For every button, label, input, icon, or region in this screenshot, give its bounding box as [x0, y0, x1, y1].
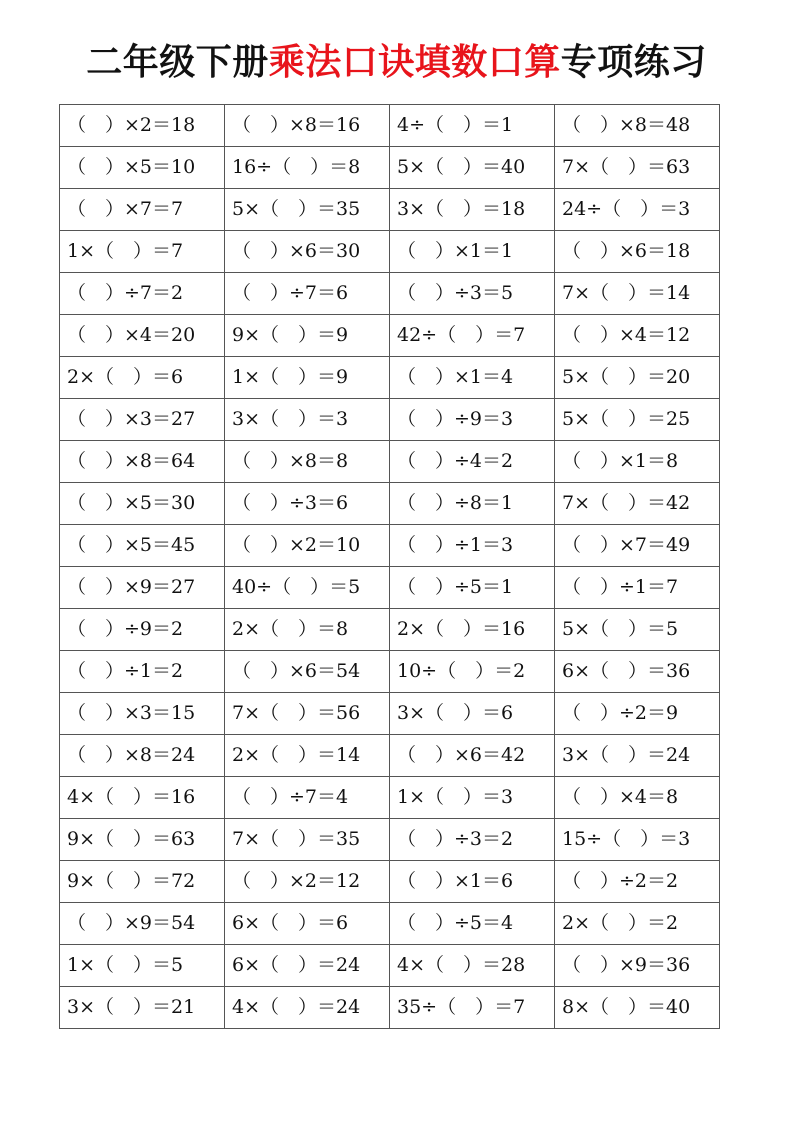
exercise-problem: （ ）×4＝8: [555, 777, 720, 819]
exercise-problem: 3×（ ）＝6: [390, 693, 555, 735]
exercise-row: [60, 525, 720, 567]
exercise-problem: 5×（ ）＝25: [555, 399, 720, 441]
exercise-problem: 15÷（ ）＝3: [555, 819, 720, 861]
exercise-problem: 1×（ ）＝5: [60, 945, 225, 987]
exercise-row: [60, 819, 720, 861]
exercise-problem: 4×（ ）＝24: [225, 987, 390, 1029]
exercise-problem: 3×（ ）＝18: [390, 189, 555, 231]
exercise-problem: 7×（ ）＝56: [225, 693, 390, 735]
exercise-row: [60, 987, 720, 1029]
exercise-problem: 2×（ ）＝2: [555, 903, 720, 945]
exercise-problem: （ ）×8＝16: [225, 105, 390, 147]
exercise-problem: 4×（ ）＝28: [390, 945, 555, 987]
exercise-problem: （ ）÷3＝5: [390, 273, 555, 315]
exercise-problem: 9×（ ）＝63: [60, 819, 225, 861]
exercise-problem: （ ）×5＝30: [60, 483, 225, 525]
exercise-problem: 8×（ ）＝40: [555, 987, 720, 1029]
exercise-problem: （ ）×8＝48: [555, 105, 720, 147]
exercise-problem: 5×（ ）＝20: [555, 357, 720, 399]
exercise-problem: 5×（ ）＝40: [390, 147, 555, 189]
exercise-problem: 2×（ ）＝6: [60, 357, 225, 399]
exercise-problem: （ ）÷3＝2: [390, 819, 555, 861]
exercise-problem: （ ）÷1＝3: [390, 525, 555, 567]
exercise-problem: 2×（ ）＝14: [225, 735, 390, 777]
exercise-problem: （ ）×9＝36: [555, 945, 720, 987]
exercise-row: [60, 567, 720, 609]
exercise-problem: （ ）÷9＝2: [60, 609, 225, 651]
exercise-problem: 1×（ ）＝3: [390, 777, 555, 819]
exercise-row: [60, 273, 720, 315]
worksheet-title: [0, 38, 793, 88]
exercise-row: [60, 399, 720, 441]
exercise-row: [60, 693, 720, 735]
exercise-problem: 10÷（ ）＝2: [390, 651, 555, 693]
exercise-problem: 7×（ ）＝35: [225, 819, 390, 861]
exercise-problem: 6×（ ）＝24: [225, 945, 390, 987]
exercise-problem: （ ）÷5＝1: [390, 567, 555, 609]
exercise-problem: 6×（ ）＝6: [225, 903, 390, 945]
exercise-problem: （ ）÷8＝1: [390, 483, 555, 525]
exercise-problem: （ ）÷3＝6: [225, 483, 390, 525]
exercise-problem: （ ）×4＝12: [555, 315, 720, 357]
exercise-problem: （ ）×9＝54: [60, 903, 225, 945]
exercise-row: [60, 861, 720, 903]
exercise-problem: （ ）×1＝6: [390, 861, 555, 903]
exercise-problem: 7×（ ）＝42: [555, 483, 720, 525]
exercise-problem: 2×（ ）＝8: [225, 609, 390, 651]
exercise-problem: （ ）×6＝42: [390, 735, 555, 777]
exercise-problem: 6×（ ）＝36: [555, 651, 720, 693]
exercise-row: [60, 903, 720, 945]
exercise-problem: 3×（ ）＝21: [60, 987, 225, 1029]
exercise-problem: （ ）×2＝10: [225, 525, 390, 567]
exercise-problem: （ ）×6＝30: [225, 231, 390, 273]
exercise-row: [60, 609, 720, 651]
exercise-problem: （ ）÷7＝6: [225, 273, 390, 315]
title-suffix: 专项练习: [560, 42, 707, 83]
exercise-problem: （ ）×1＝8: [555, 441, 720, 483]
exercise-table-body: [60, 105, 720, 1029]
exercise-problem: （ ）÷7＝2: [60, 273, 225, 315]
exercise-problem: 1×（ ）＝9: [225, 357, 390, 399]
exercise-problem: 5×（ ）＝35: [225, 189, 390, 231]
exercise-problem: （ ）×1＝1: [390, 231, 555, 273]
exercise-problem: （ ）÷7＝4: [225, 777, 390, 819]
title-prefix: 二年级下册: [86, 42, 269, 83]
exercise-problem: 7×（ ）＝14: [555, 273, 720, 315]
title-highlight: 乘法口诀填数口算: [268, 42, 561, 83]
exercise-row: [60, 651, 720, 693]
exercise-problem: （ ）×6＝18: [555, 231, 720, 273]
exercise-problem: 3×（ ）＝24: [555, 735, 720, 777]
exercise-problem: （ ）×2＝12: [225, 861, 390, 903]
exercise-problem: （ ）÷4＝2: [390, 441, 555, 483]
exercise-problem: （ ）×8＝24: [60, 735, 225, 777]
exercise-row: [60, 147, 720, 189]
exercise-problem: 4÷（ ）＝1: [390, 105, 555, 147]
exercise-problem: （ ）×3＝27: [60, 399, 225, 441]
exercise-problem: 2×（ ）＝16: [390, 609, 555, 651]
exercise-problem: 9×（ ）＝9: [225, 315, 390, 357]
exercise-problem: （ ）÷1＝7: [555, 567, 720, 609]
exercise-problem: 1×（ ）＝7: [60, 231, 225, 273]
exercise-problem: （ ）÷2＝2: [555, 861, 720, 903]
exercise-problem: （ ）×8＝8: [225, 441, 390, 483]
exercise-problem: （ ）÷9＝3: [390, 399, 555, 441]
exercise-problem: 35÷（ ）＝7: [390, 987, 555, 1029]
exercise-problem: （ ）×5＝45: [60, 525, 225, 567]
exercise-problem: （ ）×4＝20: [60, 315, 225, 357]
exercise-row: [60, 189, 720, 231]
exercise-problem: 9×（ ）＝72: [60, 861, 225, 903]
exercise-problem: 3×（ ）＝3: [225, 399, 390, 441]
exercise-problem: （ ）×3＝15: [60, 693, 225, 735]
exercise-problem: （ ）×7＝7: [60, 189, 225, 231]
exercise-problem: 24÷（ ）＝3: [555, 189, 720, 231]
exercise-problem: （ ）×6＝54: [225, 651, 390, 693]
exercise-row: [60, 777, 720, 819]
exercise-problem: （ ）×2＝18: [60, 105, 225, 147]
exercise-problem: （ ）×8＝64: [60, 441, 225, 483]
exercise-problem: （ ）×7＝49: [555, 525, 720, 567]
exercise-problem: （ ）÷5＝4: [390, 903, 555, 945]
exercise-problem: 5×（ ）＝5: [555, 609, 720, 651]
exercise-row: [60, 357, 720, 399]
exercise-row: [60, 315, 720, 357]
exercise-row: [60, 231, 720, 273]
exercise-problem: 16÷（ ）＝8: [225, 147, 390, 189]
exercise-table: [59, 104, 720, 1029]
exercise-row: [60, 105, 720, 147]
exercise-problem: 4×（ ）＝16: [60, 777, 225, 819]
exercise-problem: （ ）×1＝4: [390, 357, 555, 399]
exercise-problem: （ ）÷1＝2: [60, 651, 225, 693]
exercise-problem: （ ）÷2＝9: [555, 693, 720, 735]
exercise-row: [60, 483, 720, 525]
exercise-row: [60, 735, 720, 777]
exercise-row: [60, 945, 720, 987]
exercise-problem: 40÷（ ）＝5: [225, 567, 390, 609]
exercise-problem: 42÷（ ）＝7: [390, 315, 555, 357]
exercise-problem: （ ）×5＝10: [60, 147, 225, 189]
exercise-problem: （ ）×9＝27: [60, 567, 225, 609]
exercise-row: [60, 441, 720, 483]
exercise-problem: 7×（ ）＝63: [555, 147, 720, 189]
